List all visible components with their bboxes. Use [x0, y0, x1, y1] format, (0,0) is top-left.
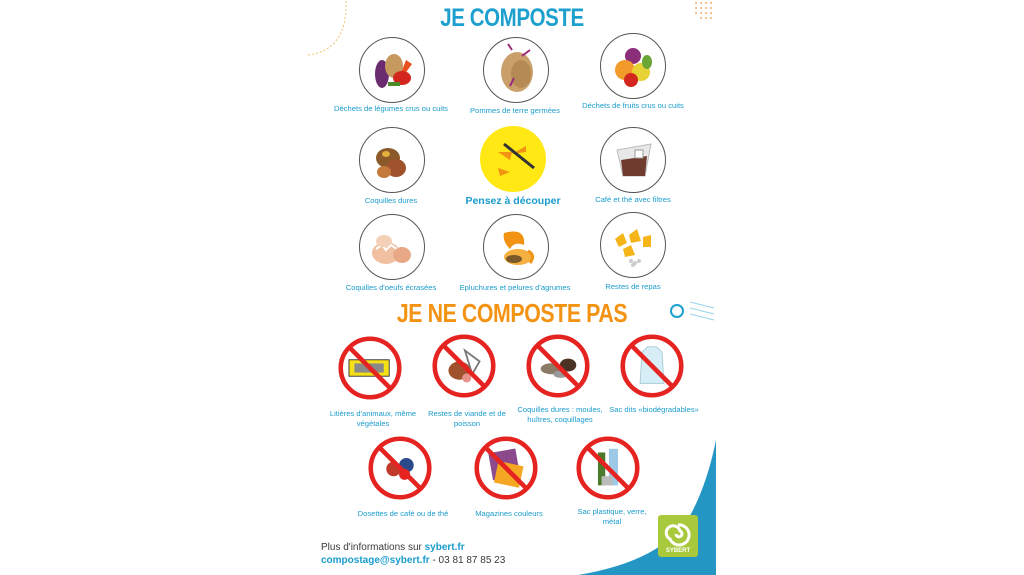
caption-magazines: Magazines couleurs [475, 509, 543, 518]
logo-name: SYBERT [665, 548, 691, 554]
coffee-pods-forbidden-icon [368, 436, 432, 500]
caption-fruits: Déchets de fruits crus ou cuits [582, 101, 684, 110]
no-compost-title: JE NE COMPOSTE PAS [396, 298, 628, 328]
caption-potatoes: Pommes de terre germées [470, 106, 560, 115]
potato-icon [483, 37, 549, 103]
coffee-filter-icon [600, 127, 666, 193]
eggshells-icon [359, 214, 425, 280]
peelings-icon [483, 214, 549, 280]
caption-vegetables: Déchets de légumes crus ou cuits [334, 104, 448, 113]
seashells-forbidden-icon [526, 334, 590, 398]
caption-leftovers: Restes de repas [605, 282, 661, 291]
swirl-icon [658, 517, 698, 551]
footer-info-prefix: Plus d'informations sur [321, 542, 422, 553]
meat-fish-forbidden-icon [432, 334, 496, 398]
bio-bags-forbidden-icon [620, 334, 684, 398]
caption-coffee-pods: Dosettes de café ou de thé [357, 509, 449, 518]
litter-forbidden-icon [338, 336, 402, 400]
caption-cutting: Pensez à découper [465, 195, 561, 207]
magazines-forbidden-icon [474, 436, 538, 500]
caption-meat-fish: Restes de viande et de poisson [428, 409, 506, 428]
fruits-icon [600, 33, 666, 99]
footer-website-link[interactable]: sybert.fr [424, 542, 465, 553]
caption-eggshells: Coquilles d'oeufs écrasées [345, 283, 437, 292]
caption-seashells: Coquilles dures : moules, huîtres, coquillages [517, 405, 603, 424]
footer-email-link[interactable]: compostage@sybert.fr [321, 555, 430, 566]
caption-coffee: Café et thé avec filtres [595, 195, 671, 204]
caption-plastic-glass-metal: Sac plastique, verre, métal [577, 507, 647, 526]
caption-bio-bags: Sac dits «biodégradables» [609, 405, 699, 414]
leftovers-icon [600, 212, 666, 278]
caption-peelings: Epluchures et pelures d'agrumes [459, 283, 571, 292]
vegetables-icon [359, 37, 425, 103]
plastic-glass-metal-forbidden-icon [576, 436, 640, 500]
decorative-dot-pattern [692, 0, 716, 26]
footer-info [321, 542, 465, 553]
sybert-logo [658, 515, 698, 557]
caption-hard-shells: Coquilles dures [364, 196, 418, 205]
poster [308, 0, 716, 575]
caption-litter: Litières d'animaux, même végétales [329, 409, 417, 428]
hard-shells-icon [359, 127, 425, 193]
cutting-icon [480, 126, 546, 192]
footer-contact [321, 555, 505, 566]
footer-phone: - 03 81 87 85 23 [432, 555, 506, 566]
compost-title: JE COMPOSTE [440, 4, 584, 32]
